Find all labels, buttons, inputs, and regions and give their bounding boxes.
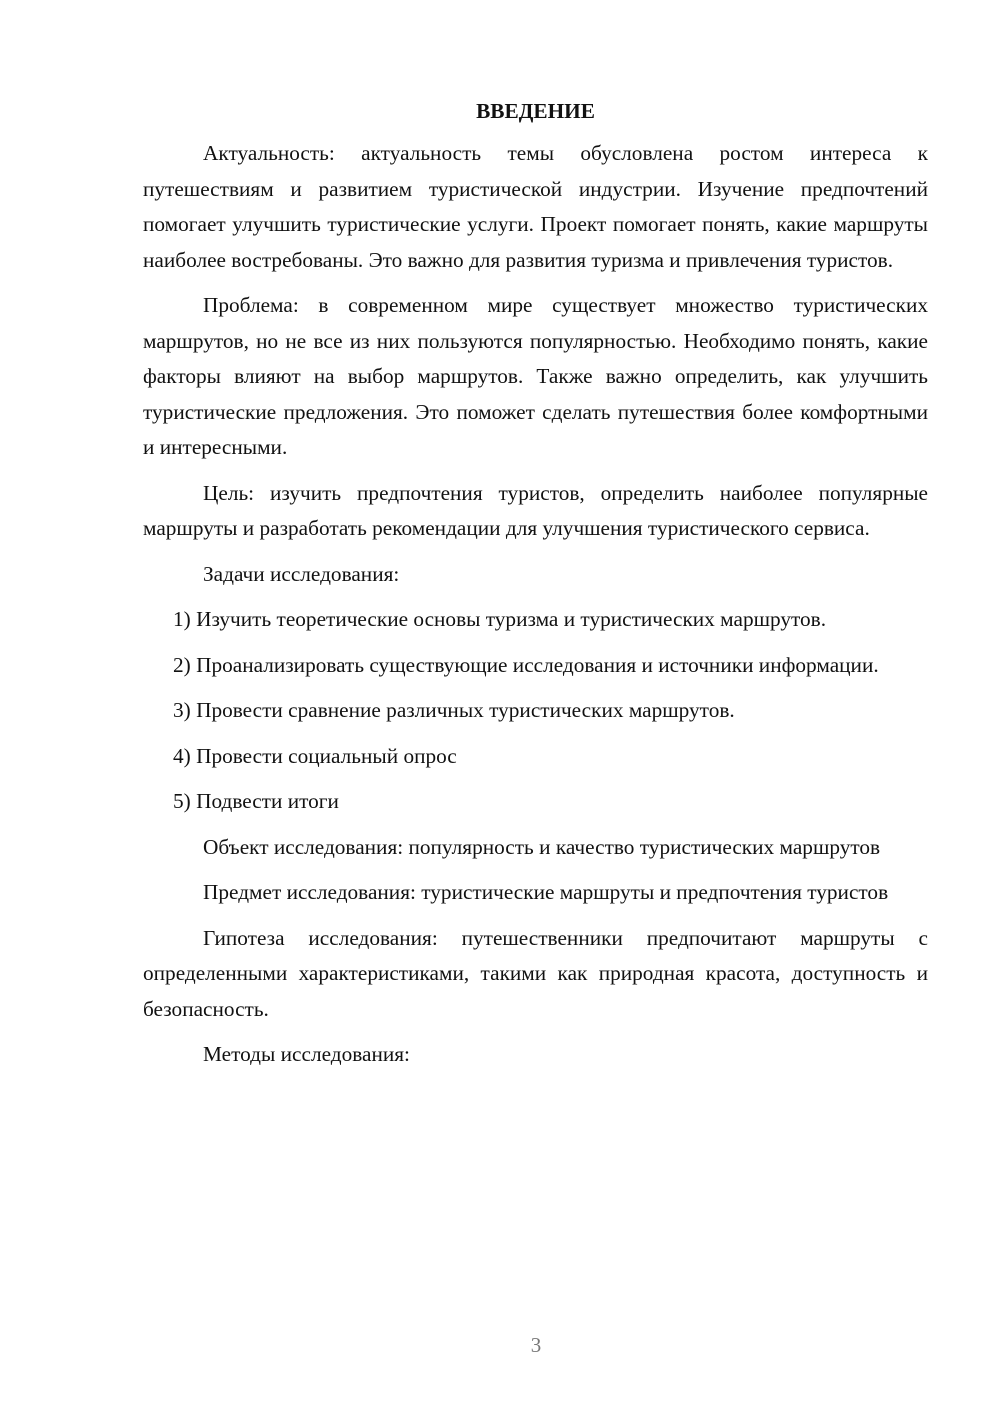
tasks-heading: Задачи исследования: xyxy=(203,561,400,586)
paragraph-subject: Предмет исследования: туристические маршруты и предпочтения туристов xyxy=(203,880,889,904)
paragraph-hypothesis: Гипотеза исследования: путешественники предпочитают маршруты с определенными характеристиками, такими как природная красота, доступность и безопасность. xyxy=(143,925,928,1021)
task-item-1: 1) Изучить теоретические основы туризма и туристических маршрутов. xyxy=(173,607,827,631)
paragraph-object: Объект исследования: популярность и качество туристических маршрутов xyxy=(203,834,881,859)
section-title: ВВЕДЕНИЕ xyxy=(476,99,595,123)
paragraph-problem: Проблема: в современном мире существует множество туристических маршрутов, но не все из них пользуются популярностью. Необходимо понять, какие факторы влияют на выбор маршрутов. Также важно определить, как улучшить туристические предложения. Это поможет сделать путешествия более комфортными и интересными. xyxy=(143,293,928,459)
page-content xyxy=(143,94,928,1083)
page-number: 3 xyxy=(530,1333,542,1357)
methods-heading: Методы исследования: xyxy=(203,1042,410,1066)
paragraph-relevance: Актуальность: актуальность темы обусловлена ростом интереса к путешествиям и развитием туристической индустрии. Изучение предпочтений помогает улучшить туристические услуги. Проект помогает понять, какие маршруты наиболее востребованы. Это важно для развития туризма и привлечения туристов. xyxy=(143,141,928,272)
task-item-2: 2) Проанализировать существующие исследования и источники информации. xyxy=(173,652,879,677)
task-item-3: 3) Провести сравнение различных туристических маршрутов. xyxy=(173,698,735,722)
paragraph-goal: Цель: изучить предпочтения туристов, определить наиболее популярные маршруты и разработать рекомендации для улучшения туристического сервиса. xyxy=(143,480,928,540)
task-item-4: 4) Провести социальный опрос xyxy=(173,743,457,768)
task-item-5: 5) Подвести итоги xyxy=(173,789,339,813)
